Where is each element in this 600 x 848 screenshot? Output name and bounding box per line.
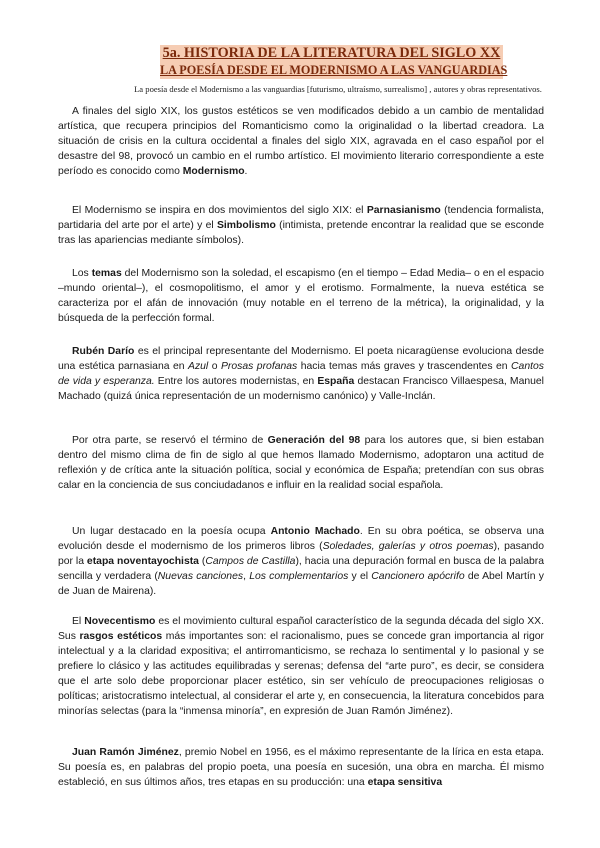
text-run: ), pasando por la	[58, 541, 544, 567]
text-run: destacan Francisco Villaespesa, Manuel Machado (quizá única representación de un modernismo canónico) y Valle-Inclán.	[58, 376, 544, 402]
text-run: ,	[243, 571, 250, 582]
paragraph-generacion-98	[58, 433, 544, 493]
text-run: , premio Nobel en 1956, es el máximo representante de la lírica en esta etapa. Su poesía es, en palabras del propio poeta, una poesía en sucesión, una obra en marcha. Él mismo estableció, en sus últimos años, tres etapas en su producción: una	[58, 747, 544, 788]
text-run: El Modernismo se inspira en dos movimientos del siglo XIX: el	[72, 205, 367, 216]
italic-run: Soledades, galerías y otros poemas	[322, 541, 494, 552]
text-run: Por otra parte, se reservó el término de	[72, 435, 268, 446]
text-run: A finales del siglo XIX, los gustos estéticos se ven modificados debido a un cambio de mentalidad artística, que recupera principios del Romanticismo como la originalidad o la libertad creadora. La situación de crisis en la cultura occidental a finales del siglo XIX, agravada en el caso español por el desastre del 98, provocó un cambio en el rumbo artístico. El movimiento literario correspondiente a este período es conocido como	[58, 106, 544, 177]
text-run: El	[72, 616, 85, 627]
text-run: (	[198, 556, 206, 567]
italic-run: Los complementarios	[249, 571, 349, 582]
text-run: o	[208, 361, 221, 372]
text-run: .	[244, 166, 248, 177]
bold-run: Juan Ramón Jiménez	[72, 747, 179, 758]
bold-run: Simbolismo	[216, 220, 276, 231]
text-run: más importantes son: el racionalismo, pues se concede gran importancia al rigor intelectual y a la claridad expositiva; el antirromanticismo, se rechaza lo sentimental y lo pasional y se prefiere lo clásico y las actitudes equilibradas y serenas; defensa del “arte puro”, es decir, se considera que el arte solo debe proporcionar placer estético, sin ser vehículo de preocupaciones religiosas o políticas; aristocratismo intelectual, al considerar el arte y, en consecuencia, la literatura concebidos para minorías selectas (para la “inmensa minoría”, en expresión de Juan Ramón Jiménez).	[58, 631, 545, 717]
italic-run: Azul	[188, 361, 209, 372]
bold-run: Antonio Machado	[270, 526, 360, 537]
bold-run: Rubén Darío	[72, 346, 135, 357]
italic-run: Cantos de vida y esperanza.	[58, 361, 544, 387]
bold-run: Modernismo	[182, 166, 245, 177]
paragraph-themes	[58, 266, 544, 326]
text-run: . En su obra poética, se observa una evolución desde el modernismo de los primeros libros (	[58, 526, 544, 552]
text-run: hacia temas más graves y trascendentes en	[297, 361, 512, 372]
paragraph-intro-modernismo	[58, 104, 544, 179]
text-run: para los autores que, si bien estaban dentro del mismo clima de fin de siglo al que hemos llamado Modernismo, adoptaron una actitud de reflexión y de crítica ante la situación política, social y económica de España; pretendían con sus obras calar en la conciencia de sus conciudadanos e influir en la realidad social española.	[58, 435, 545, 491]
paragraph-novecentismo	[58, 614, 544, 719]
document-title: 5a. HISTORIA DE LA LITERATURA DEL SIGLO XX	[160, 45, 503, 62]
italic-run: Campos de Castilla	[205, 556, 296, 567]
paragraph-antonio-machado	[58, 524, 544, 599]
paragraph-juan-ramon-jimenez	[58, 745, 544, 790]
bold-run: rasgos estéticos	[79, 631, 163, 642]
text-run: es el principal representante del Modernismo. El poeta nicaragüense evoluciona desde una estética parnasiana en	[58, 346, 544, 372]
bold-run: temas	[91, 268, 122, 279]
bold-run: Generación del 98	[267, 435, 361, 446]
text-run: Entre los autores modernistas, en	[154, 376, 318, 387]
text-run: es el movimiento cultural español característico de la segunda década del siglo XX. Sus	[58, 616, 544, 642]
text-run: (tendencia formalista, partidaria del arte por el arte) y el	[58, 205, 544, 231]
text-run: (intimista, pretende encontrar la realidad que se esconde tras las apariencias mediante símbolos).	[58, 220, 545, 246]
text-run: Los	[72, 268, 92, 279]
bold-run: etapa sensitiva	[367, 777, 443, 788]
section-heading: LA POESÍA DESDE EL MODERNISMO A LAS VANGUARDIAS	[160, 63, 508, 77]
paragraph-ruben-dario	[58, 344, 544, 404]
paragraph-influences	[58, 203, 544, 248]
bold-run: Novecentismo	[84, 616, 156, 627]
italic-run: Nuevas canciones	[157, 571, 244, 582]
bold-run: Parnasianismo	[366, 205, 441, 216]
text-run: de Abel Martín y de Juan de Mairena).	[58, 571, 544, 597]
italic-run: Cancionero apócrifo	[371, 571, 465, 582]
text-run: ), hacia una depuración formal en busca de la palabra sencilla y verdadera (	[58, 556, 544, 582]
bold-run: España	[317, 376, 355, 387]
text-run: y el	[348, 571, 372, 582]
text-run: Un lugar destacado en la poesía ocupa	[72, 526, 271, 537]
bold-run: etapa noventayochista	[86, 556, 199, 567]
topic-summary: La poesía desde el Modernismo a las vanguardias [futurismo, ultraísmo, surrealismo] , autores y obras representativos.	[134, 84, 542, 94]
italic-run: Prosas profanas	[220, 361, 298, 372]
text-run: del Modernismo son la soledad, el escapismo (en el tiempo – Edad Media– o en el espacio –mundo oriental–), el cosmopolitismo, el amor y el erotismo. Formalmente, la nueva estética se caracteriza por el afán de innovación (muy notable en el terreno de la métrica), la originalidad, y la búsqueda de la perfección formal.	[58, 268, 544, 324]
